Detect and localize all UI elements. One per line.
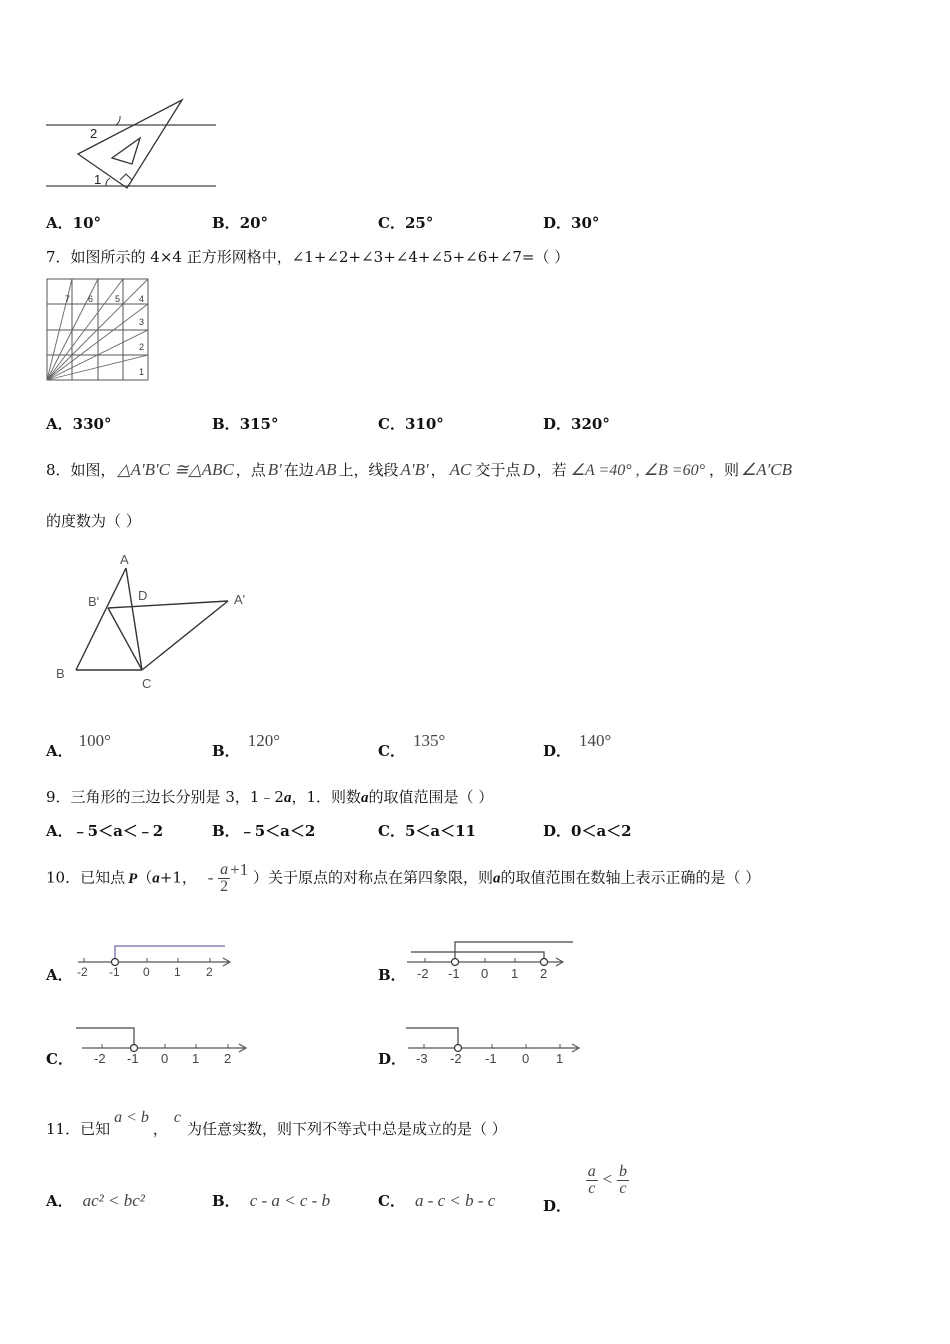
q7-option-b[interactable]: B．315° xyxy=(212,415,279,433)
q11-option-b[interactable]: B． c - a < c - b xyxy=(212,1191,331,1210)
q10-option-d[interactable]: D． xyxy=(378,1050,407,1068)
fig-label-a-prime: A' xyxy=(234,592,246,607)
grid-label-2: 2 xyxy=(139,342,145,352)
option-d-fraction-right: $\frac{b}{c}$ xyxy=(618,1163,627,1197)
fig-label-b-prime: B' xyxy=(88,594,100,609)
grid-label-5: 5 xyxy=(115,294,121,304)
q9-option-b[interactable]: B．﹣5＜a＜2 xyxy=(212,822,316,840)
q8-stem-line1: 8．如图， △A'B'C ≅△ABC ，点 B' 在边 AB 上，线段 A'B' ， AC 交于点 D ，若 ∠A =40° , ∠B =60° ，则 ∠A'CB xyxy=(46,460,792,479)
angle-2-arc xyxy=(116,116,120,125)
q10-stem: 10．已知点 P（a+1， - $\frac{a}{2}$ +1 ）关于原点的对称点在第四象限，则a的取值范围在数轴上表示正确的是（ ） xyxy=(46,859,761,895)
tick-label: 1 xyxy=(556,1051,564,1066)
grid-label-3: 3 xyxy=(139,317,145,327)
q8-option-c[interactable]: C．135° xyxy=(378,731,446,760)
q10-option-b[interactable]: B． xyxy=(378,966,406,984)
tick-label: 0 xyxy=(161,1051,169,1066)
q10-numberline-d[interactable] xyxy=(404,1022,584,1068)
tick-label: 1 xyxy=(192,1051,200,1066)
tick-label: 1 xyxy=(174,965,181,979)
q7-grid-figure xyxy=(44,276,152,384)
q11-stem: 11．已知a < b，c为任意实数，则下列不等式中总是成立的是（ ） xyxy=(46,1109,507,1138)
tick-label: -1 xyxy=(485,1051,497,1066)
tick-label: 2 xyxy=(206,965,213,979)
q8-option-b[interactable]: B．120° xyxy=(212,731,280,760)
tick-label: -2 xyxy=(94,1051,106,1066)
q8-option-d[interactable]: D．140° xyxy=(543,731,612,760)
grid-label-7: 7 xyxy=(65,294,71,304)
q10-numberline-c[interactable] xyxy=(74,1022,254,1068)
q11-option-d[interactable]: D． $\frac{a}{c}$ < $\frac{b}{c}$ xyxy=(543,1163,627,1215)
grid-label-6: 6 xyxy=(88,294,94,304)
tick-label: -2 xyxy=(417,966,429,981)
q6-option-b[interactable]: B．20° xyxy=(212,214,269,232)
angle-1-arc xyxy=(106,178,110,186)
tick-label: -3 xyxy=(416,1051,428,1066)
q6-figure xyxy=(44,96,220,192)
option-d-fraction-left: $\frac{a}{c}$ xyxy=(587,1163,596,1197)
tick-label: 0 xyxy=(481,966,489,981)
tick-label: -1 xyxy=(109,965,120,979)
right-angle-mark xyxy=(120,174,132,180)
q6-option-d[interactable]: D．30° xyxy=(543,214,600,232)
tick-label: 1 xyxy=(511,966,519,981)
q9-option-c[interactable]: C．5＜a＜11 xyxy=(378,822,476,840)
q11-option-c[interactable]: C． a - c < b - c xyxy=(378,1191,496,1210)
q7-stem: 7．如图所示的 4×4 正方形网格中，∠1+∠2+∠3+∠4+∠5+∠6+∠7=（ ） xyxy=(46,248,570,266)
q11-option-a[interactable]: A． ac² < bc² xyxy=(46,1191,145,1210)
q6-option-a[interactable]: A．10° xyxy=(46,214,102,232)
tick-label: 2 xyxy=(540,966,548,981)
grid-label-1: 1 xyxy=(139,367,145,377)
fig-label-d: D xyxy=(138,588,148,603)
q9-option-a[interactable]: A．﹣5＜a＜﹣2 xyxy=(46,822,164,840)
set-square-inner xyxy=(112,138,140,164)
q10-numberline-b[interactable] xyxy=(403,936,578,982)
q10-fraction: $\frac{a}{2}$ xyxy=(220,861,229,895)
tick-label: -2 xyxy=(77,965,88,979)
tick-label: -1 xyxy=(127,1051,139,1066)
tick-label: 0 xyxy=(522,1051,530,1066)
q10-numberline-a[interactable] xyxy=(70,940,240,980)
angle-label-1: 1 xyxy=(94,172,102,187)
fig-label-c: C xyxy=(142,676,152,691)
grid-label-4: 4 xyxy=(139,294,145,304)
q7-option-a[interactable]: A．330° xyxy=(46,415,112,433)
q7-option-d[interactable]: D．320° xyxy=(543,415,610,433)
q10-option-c[interactable]: C． xyxy=(46,1050,73,1068)
tick-label: -2 xyxy=(450,1051,462,1066)
q9-option-d[interactable]: D．0＜a＜2 xyxy=(543,822,632,840)
q10-option-a[interactable]: A． xyxy=(46,966,73,984)
q8-stem-line2: 的度数为（ ） xyxy=(46,512,141,530)
tick-label: 2 xyxy=(224,1051,232,1066)
q6-option-c[interactable]: C．25° xyxy=(378,214,434,232)
tick-label: 0 xyxy=(143,965,150,979)
tick-label: -1 xyxy=(448,966,460,981)
q8-figure xyxy=(50,548,260,698)
fig-label-b: B xyxy=(56,666,65,681)
q7-option-c[interactable]: C．310° xyxy=(378,415,444,433)
q8-option-a[interactable]: A．100° xyxy=(46,731,111,760)
angle-label-2: 2 xyxy=(90,126,98,141)
q9-stem: 9．三角形的三边长分别是 3，1﹣2a，1．则数a的取值范围是（ ） xyxy=(46,788,494,806)
fig-label-a: A xyxy=(120,552,129,567)
